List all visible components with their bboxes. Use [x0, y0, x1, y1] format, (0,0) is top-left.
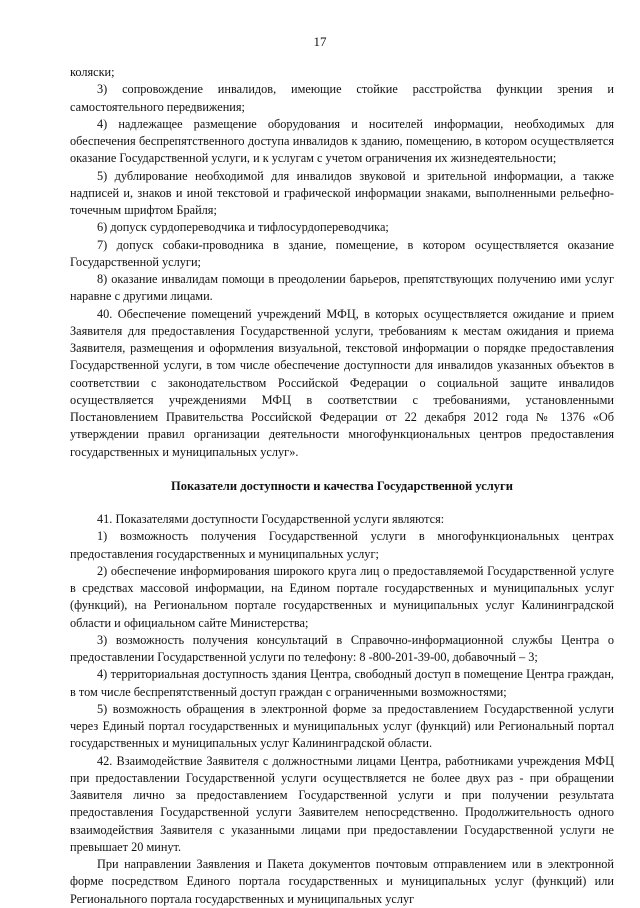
paragraph: 6) допуск сурдопереводчика и тифлосурдопереводчика;: [97, 220, 389, 235]
paragraph: 5) возможность обращения в электронной форме за предоставлением Государственной услуги через Единый портал государственных и муниципальных услуг (функций) или Региональный портал государственных и муниципальных услуг Калининградской области.: [70, 701, 614, 751]
paragraph: 4) территориальная доступность здания Центра, свободный доступ в помещение Центра граждан, в том числе беспрепятственный доступ граждан с ограниченными возможностями;: [70, 667, 614, 699]
paragraph: При направлении Заявления и Пакета документов почтовым отправлением или в электронной форме посредством Единого портала государственных и муниципальных услуг (функций) или Регионального портала государственных и муниципальных услуг: [70, 857, 614, 906]
paragraph: 7) допуск собаки-проводника в здание, помещение, в котором осуществляется оказание Государственной услуги;: [70, 237, 614, 269]
paragraph: 42. Взаимодействие Заявителя с должностными лицами Центра, работниками учреждения МФЦ при предоставлении Государственной услуги осуществляется не более двух раз - при обращении Заявителя лично за предоставлением Государственной услуги и при получении результата предоставления Государственной услуги Заявителем непосредственно. Продолжительность одного взаимодействия Заявителя с указанными лицами при предоставлении Государственной услуги не превышает 20 минут.: [70, 753, 614, 854]
paragraph: коляски;: [70, 65, 115, 79]
paragraph: 40. Обеспечение помещений учреждений МФЦ, в которых осуществляется ожидание и прием Заявителя для предоставления Государственной услуги, требованиям к местам ожидания и приема Заявителя, размещения и оформления визуальной, текстовой информации о порядке предоставления Государственной услуги, в том числе обеспечение доступности для инвалидов указанных объектов в соответствии с законодательством Российской Федерации о социальной защите инвалидов осуществляется учреждениями МФЦ в соответствии с требованиями, установленными Постановлением Правительства Российской Федерации от 22 декабря 2012 года № 1376 «Об утверждении правил организации деятельности многофункциональных центров предоставления государственных и муниципальных услуг».: [70, 306, 614, 459]
section-heading: Показатели доступности и качества Государственной услуги: [171, 478, 513, 493]
paragraph: 2) обеспечение информирования широкого круга лиц о предоставляемой Государственной услуге в средствах массовой информации, на Едином портале государственных и муниципальных услуг (функций), на Региональном портале государственных и муниципальных услуг Калининградской области и официальном сайте Министерства;: [70, 563, 614, 630]
page-number: 17: [313, 34, 327, 49]
paragraph: 4) надлежащее размещение оборудования и носителей информации, необходимых для обеспечения беспрепятственного доступа инвалидов к зданию, помещению, в котором осуществляется оказание Государственной услуги, и к услугам с учетом ограничения их жизнедеятельности;: [70, 116, 614, 166]
paragraph: 1) возможность получения Государственной услуги в многофункциональных центрах предоставления государственных и муниципальных услуг;: [70, 529, 614, 561]
document-body: [70, 64, 614, 908]
paragraph: 3) возможность получения консультаций в Справочно-информационной службы Центра о предоставлении Государственной услуги по телефону: 8 -800-201-39-00, добавочный – 3;: [70, 632, 614, 664]
paragraph: 5) дублирование необходимой для инвалидов звуковой и зрительной информации, а также надписей и, знаков и иной текстовой и графической информации знаками, выполненными рельефно-точечным шрифтом Брайля;: [70, 168, 614, 217]
paragraph: 8) оказание инвалидам помощи в преодолении барьеров, препятствующих получению ими услуг наравне с другими лицами.: [70, 272, 614, 304]
paragraphs-after: [70, 511, 614, 908]
paragraphs-before: [70, 64, 614, 461]
paragraph: 3) сопровождение инвалидов, имеющие стойкие расстройства функции зрения и самостоятельного передвижения;: [70, 82, 614, 114]
paragraph: 41. Показателями доступности Государственной услуги являются:: [97, 512, 445, 526]
